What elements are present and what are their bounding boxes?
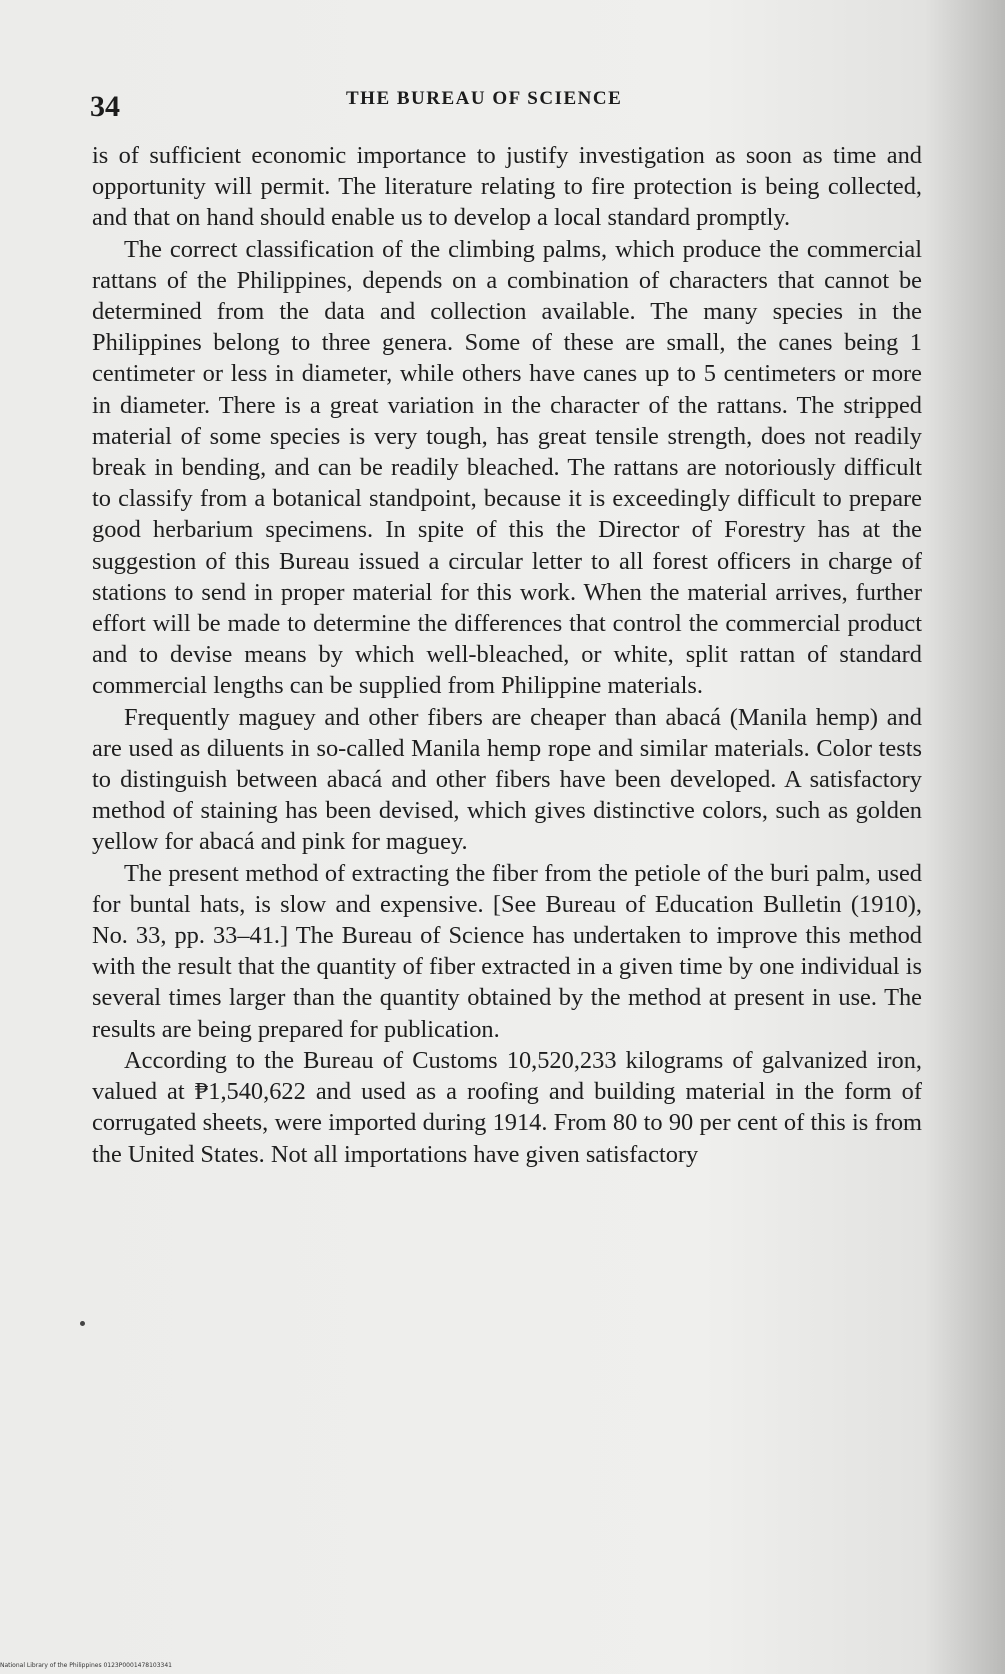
paragraph-rattans: The correct classification of the climbing palms, which produce the commercial rattans of the Philippines, depends on a combination of characters that cannot be determined from the data and collection available. The many species in the Philippines belong to three genera. Some of these are small, the canes being 1 centimeter or less in diameter, while others have canes up to 5 centimeters or more in diameter. There is a great variation in the character of the rattans. The stripped material of some species is very tough, has great tensile strength, does not readily break in bending, and can be readily bleached. The rattans are notoriously difficult to classify from a botanical standpoint, because it is exceedingly difficult to prepare good herbarium specimens. In spite of this the Director of Forestry has at the suggestion of this Bureau issued a circular letter to all forest officers in charge of stations to send in proper material for this work. When the material arrives, further effort will be made to determine the differences that control the commercial product and to devise means by which well-bleached, or white, split rattan of standard commercial lengths can be supplied from Philippine materials.: [92, 235, 922, 700]
paragraph-fibers: Frequently maguey and other fibers are cheaper than abacá (Manila hemp) and are used as diluents in so-called Manila hemp rope and similar materials. Color tests to distinguish between abacá and other fibers have been developed. A satisfactory method of staining has been devised, which gives distinctive colors, such as golden yellow for abacá and pink for maguey.: [92, 703, 922, 856]
scan-footer-note: National Library of the Philippines 0123P0001478103341: [0, 1662, 172, 1669]
body-text: [92, 140, 922, 1170]
running-head: THE BUREAU OF SCIENCE: [346, 88, 623, 109]
page-header: [90, 82, 920, 126]
paragraph-buri-palm: The present method of extracting the fiber from the petiole of the buri palm, used for buntal hats, is slow and expensive. [See Bureau of Education Bulletin (1910), No. 33, pp. 33–41.] The Bureau of Science has undertaken to improve this method with the result that the quantity of fiber extracted in a given time by one individual is several times larger than the quantity obtained by the method at present in use. The results are being prepared for publication.: [92, 859, 922, 1043]
margin-mark: [80, 1321, 85, 1326]
page-number: 34: [90, 90, 120, 123]
paragraph-galvanized-iron: According to the Bureau of Customs 10,520,233 kilograms of galvanized iron, valued at ₱1,540,622 and used as a roofing and building material in the form of corrugated sheets, were imported during 1914. From 80 to 90 per cent of this is from the United States. Not all importations have given satisfactory: [92, 1046, 922, 1168]
paragraph-continuation: is of sufficient economic importance to justify investigation as soon as time and opportunity will permit. The literature relating to fire protection is being collected, and that on hand should enable us to develop a local standard promptly.: [92, 142, 922, 232]
